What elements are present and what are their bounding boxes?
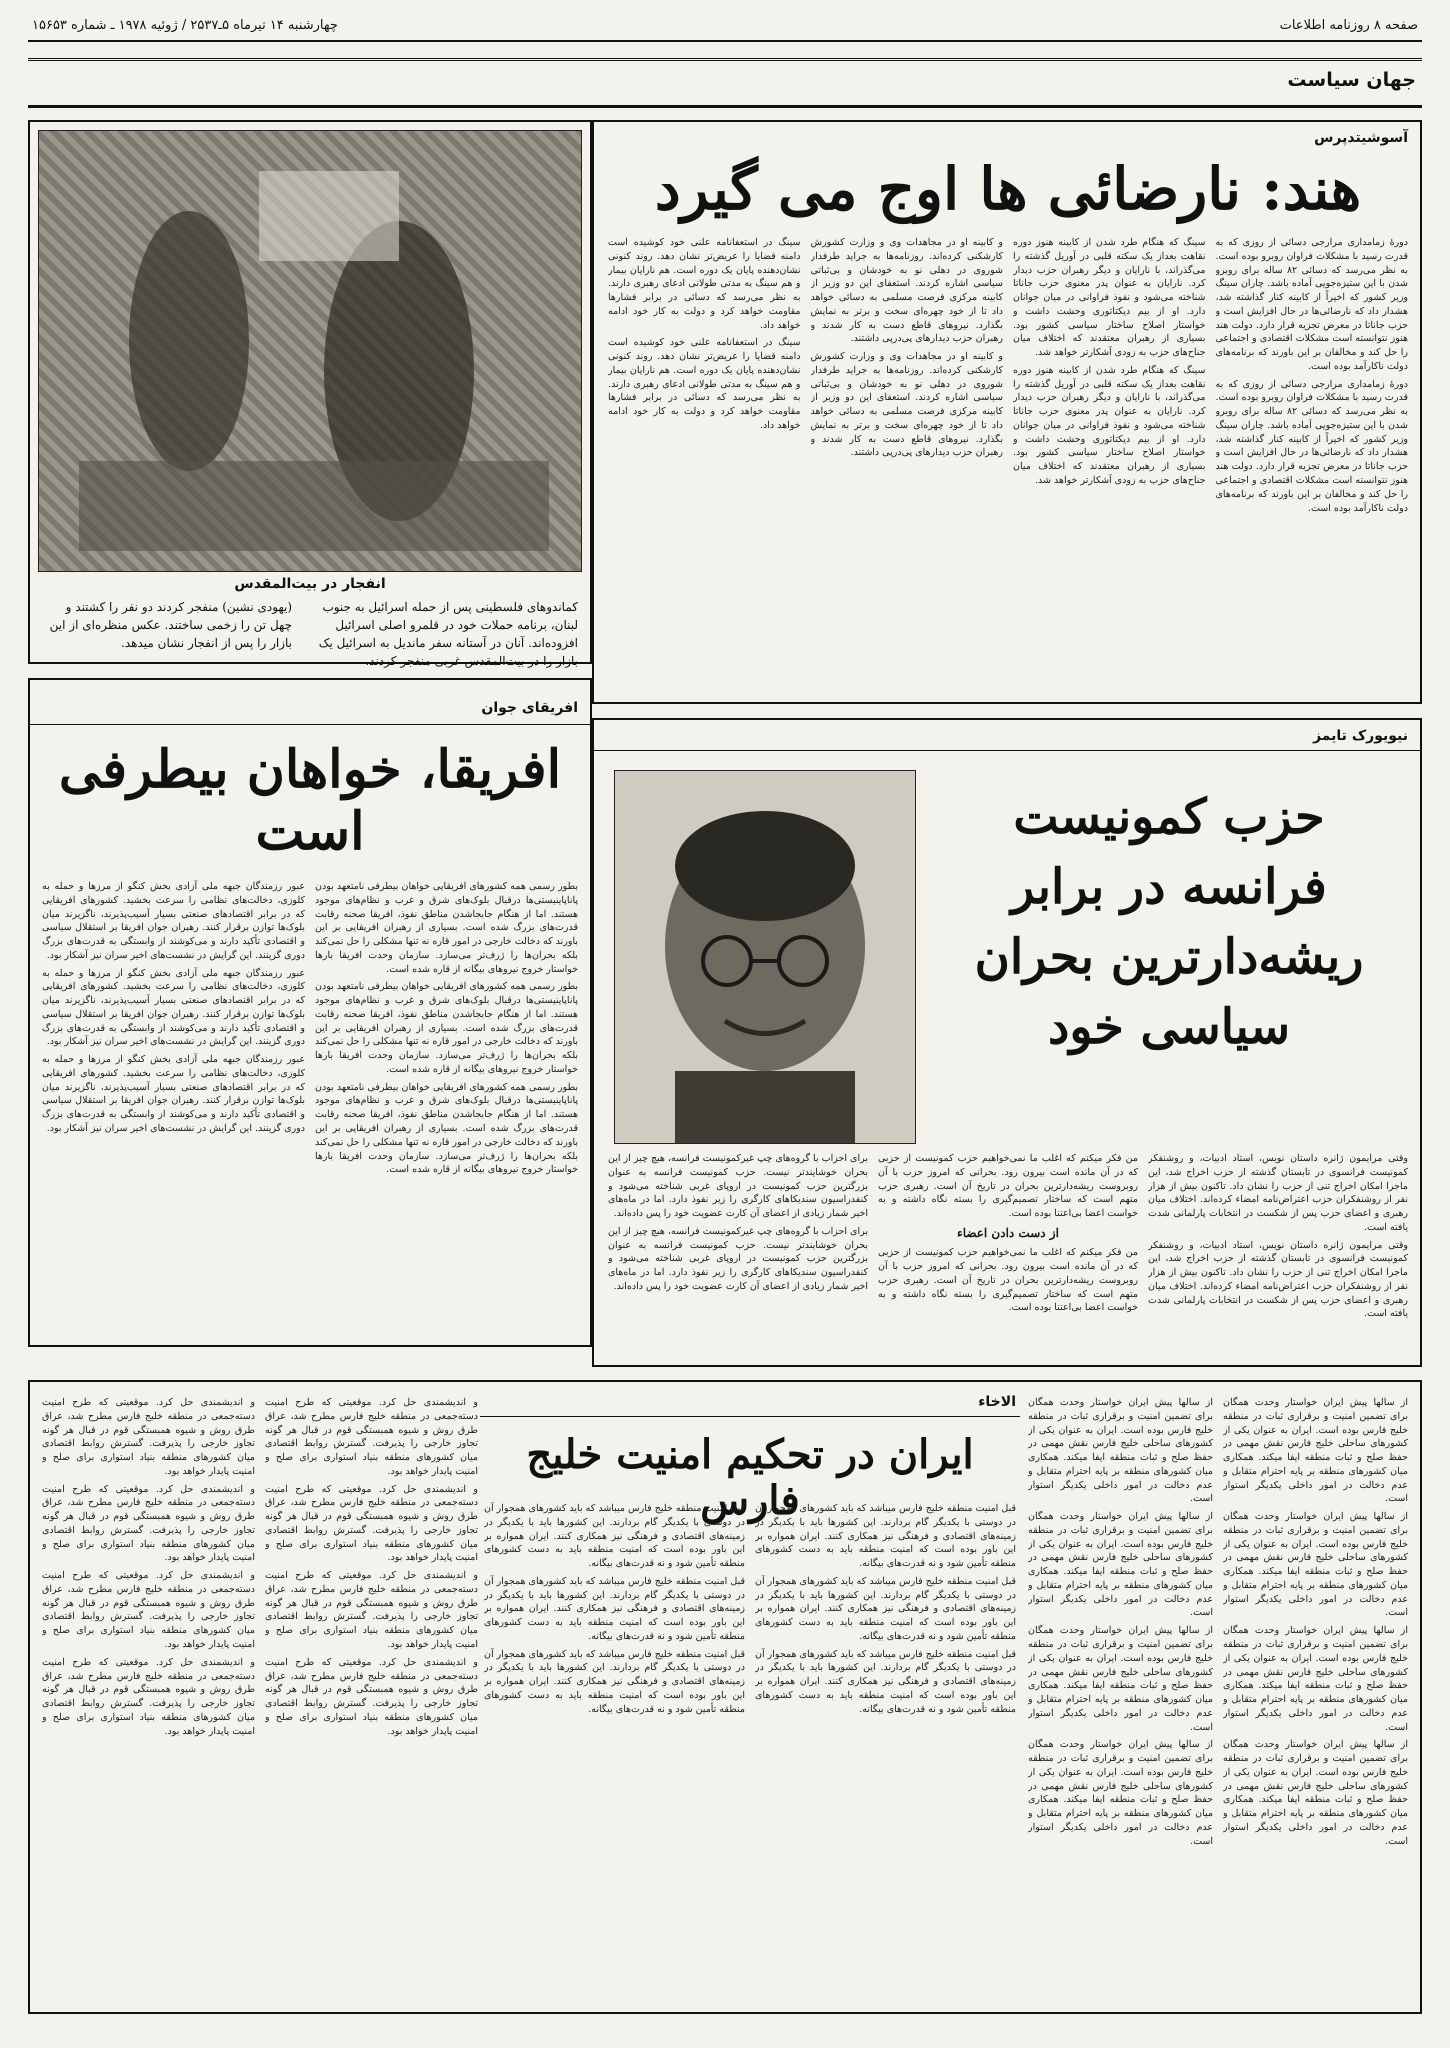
france-col-2: من فکر میکنم که اغلب ما نمی‌خواهیم حزب کمونیست از حزبی که در آن مانده است بیرون رود. بحرانی که امروز حزب با آن روبروست ریشه‌دارترین بحران در تاریخ آن است. رهبری حزب متهم است که ساختار تصمیم‌گیری را بسته نگاه داشته و به خواست اعضا بی‌اعتنا بوده است. از دست دادن اعضاء من فکر میکنم که اغلب ما نمی‌خواهیم حزب کمونیست از حزبی که در آن مانده است بیرون رود. بحرانی که امروز حزب با آن روبروست ریشه‌دارترین بحران در تاریخ آن است. رهبری حزب متهم است که ساختار تصمیم‌گیری را بسته نگاه داشته و به خواست اعضا بی‌اعتنا بوده است. xyxy=(878,1153,1138,1314)
iran-col-3: و اندیشمندی حل کرد. موقعیتی که طرح امنیت دسته‌جمعی در منطقه خلیج فارس مطرح شد، عراق طرق روش و شیوه همبستگی قوم در قبال هر گونه تجاوز خارجی را پذیرفت. گسترش روابط اقتصادی میان کشورهای منطقه بنیاد استواری برای صلح و امنیت پایدار خواهد بود. و اندیشمندی حل کرد. موقعیتی که طرح امنیت دسته‌جمعی در منطقه خلیج فارس مطرح شد، عراق طرق روش و شیوه همبستگی قوم در قبال هر گونه تجاوز خارجی را پذیرفت. گسترش روابط اقتصادی میان کشورهای منطقه بنیاد استواری برای صلح و امنیت پایدار خواهد بود. و اندیشمندی حل کرد. موقعیتی که طرح امنیت دسته‌جمعی در منطقه خلیج فارس مطرح شد، عراق طرق روش و شیوه همبستگی قوم در قبال هر گونه تجاوز خارجی را پذیرفت. گسترش روابط اقتصادی میان کشورهای منطقه بنیاد استواری برای صلح و امنیت پایدار خواهد بود. و اندیشمندی حل کرد. موقعیتی که طرح امنیت دسته‌جمعی در منطقه خلیج فارس مطرح شد، عراق طرق روش و شیوه همبستگی قوم در قبال هر گونه تجاوز خارجی را پذیرفت. گسترش روابط اقتصادی میان کشورهای منطقه بنیاد استواری برای صلح و امنیت پایدار خواهد بود. xyxy=(265,1397,478,1737)
africa-col-1: بطور رسمی همه کشورهای افریقایی خواهان بیطرفی نامتعهد بودن پاناپاینیستی‌ها درقبال بلوک‌های شرق و غرب و نظام‌های موجود هستند. اما از هنگام جابجاشدن مناطق نفوذ، افریقا صحنه رقابت قدرت‌های بزرگ شده است. بسیاری از رهبران افریقایی بر این باورند که دخالت خارجی در امور قاره نه تنها مشکلی را حل نمی‌کند بلکه بحران‌ها را ژرف‌تر می‌سازد. سازمان وحدت افریقا بارها خواستار خروج نیروهای بیگانه از قاره شده است. بطور رسمی همه کشورهای افریقایی خواهان بیطرفی نامتعهد بودن پاناپاینیستی‌ها درقبال بلوک‌های شرق و غرب و نظام‌های موجود هستند. اما از هنگام جابجاشدن مناطق نفوذ، افریقا صحنه رقابت قدرت‌های بزرگ شده است. بسیاری از رهبران افریقایی بر این باورند که دخالت خارجی در امور قاره نه تنها مشکلی را حل نمی‌کند بلکه بحران‌ها را ژرف‌تر می‌سازد. سازمان وحدت افریقا بارها خواستار خروج نیروهای بیگانه از قاره شده است. بطور رسمی همه کشورهای افریقایی خواهان بیطرفی نامتعهد بودن پاناپاینیستی‌ها درقبال بلوک‌های شرق و غرب و نظام‌های موجود هستند. اما از هنگام جابجاشدن مناطق نفوذ، افریقا صحنه رقابت قدرت‌های بزرگ شده است. بسیاری از رهبران افریقایی بر این باورند که دخالت خارجی در امور قاره نه تنها مشکلی را حل نمی‌کند بلکه بحران‌ها را ژرف‌تر می‌سازد. سازمان وحدت افریقا بارها خواستار خروج نیروهای بیگانه از قاره شده است. xyxy=(315,881,578,1176)
section-bar xyxy=(28,58,1422,108)
iran-byline-rule xyxy=(480,1416,1020,1417)
france-col-1: وقتی مرایمون ژانره داستان نویس، استاد ادبیات، و روشنفکر کمونیست فرانسوی در تابستان گذشته از حزب اخراج شد، این ماجرا امکان اخراج تنی از حزب را نشان داد. تاکنون بیش از هزار نفر از روشنفکران حزب اعتراض‌نامه امضاء کرده‌اند. اختلاف میان رهبری و اعضای حزب پس از شکست در انتخابات پارلمانی شدت یافته است. وقتی مرایمون ژانره داستان نویس، استاد ادبیات، و روشنفکر کمونیست فرانسوی در تابستان گذشته از حزب اخراج شد، این ماجرا امکان اخراج تنی از حزب را نشان داد. تاکنون بیش از هزار نفر از روشنفکران حزب اعتراض‌نامه امضاء کرده‌اند. اختلاف میان رهبری و اعضای حزب پس از شکست در انتخابات پارلمانی شدت یافته است. xyxy=(1148,1153,1408,1320)
france-byline-rule xyxy=(594,750,1420,751)
byline-france: نیویورک تایمز xyxy=(1313,728,1408,744)
caption-right-jerusalem: کماندوهای فلسطینی پس از حمله اسرائیل به جنوب لبنان، برنامه حملات خود در قلمرو اصلی اسرائیل افزوده‌اند. آنان در آستانه سفر ماندیل به اسرائیل یک بازار را در بیت‌المقدس غربی منفجر کردند. xyxy=(318,600,578,668)
africa-col-2: عبور رزمندگان جبهه ملی آزادی بخش کنگو از مرزها و حمله به کلوزی، دخالت‌های نظامی را سرعت بخشید. کشورهای افریقایی که در برابر اقتصادهای صنعتی بسیار آسیب‌پذیرند، ناگزیرند میان بلوک‌ها توازن برقرار کنند. رهبران جوان افریقا بر استقلال سیاسی و اقتصادی تأکید دارند و می‌کوشند از وابستگی به قدرت‌های بزرگ دوری گزینند. این گرایش در نشست‌های اخیر سران نیز آشکار بود. عبور رزمندگان جبهه ملی آزادی بخش کنگو از مرزها و حمله به کلوزی، دخالت‌های نظامی را سرعت بخشید. کشورهای افریقایی که در برابر اقتصادهای صنعتی بسیار آسیب‌پذیرند، ناگزیرند میان بلوک‌ها توازن برقرار کنند. رهبران جوان افریقا بر استقلال سیاسی و اقتصادی تأکید دارند و می‌کوشند از وابستگی به قدرت‌های بزرگ دوری گزینند. این گرایش در نشست‌های اخیر سران نیز آشکار بود. عبور رزمندگان جبهه ملی آزادی بخش کنگو از مرزها و حمله به کلوزی، دخالت‌های نظامی را سرعت بخشید. کشورهای افریقایی که در برابر اقتصادهای صنعتی بسیار آسیب‌پذیرند، ناگزیرند میان بلوک‌ها توازن برقرار کنند. رهبران جوان افریقا بر استقلال سیاسی و اقتصادی تأکید دارند و می‌کوشند از وابستگی به قدرت‌های بزرگ دوری گزینند. این گرایش در نشست‌های اخیر سران نیز آشکار بود. xyxy=(42,881,305,1135)
headline-france-1: حزب کمونیست xyxy=(1013,789,1325,845)
headline-france-2: فرانسه در برابر xyxy=(1011,859,1327,915)
headline-africa-2: است xyxy=(255,801,365,862)
photo-box-jerusalem xyxy=(28,120,592,668)
columns-india xyxy=(608,236,1408,692)
columns-iran-middle xyxy=(484,1502,1016,2002)
india-col-2: سینگ که هنگام طرد شدن از کابینه هنوز دوره نقاهت بعداز یک سکته قلبی در آوریل گذشته را می‌گذراند، با نارایان و دیگر رهبران حزب دیدار کرد. نارایان به عنوان پدر معنوی حزب جاناتا شناخته می‌شود و نفوذ فراوانی در میان جوانان دارد. او از بیم دیکتاتوری وحشت داشت و خواستار اصلاح ساختار سیاسی کشور بود. بسیاری از رهبران معتقدند که اختلاف میان جناح‌های حزب به زودی آشکارتر خواهد شد. سینگ که هنگام طرد شدن از کابینه هنوز دوره نقاهت بعداز یک سکته قلبی در آوریل گذشته را می‌گذراند، با نارایان و دیگر رهبران حزب دیدار کرد. نارایان به عنوان پدر معنوی حزب جاناتا شناخته می‌شود و نفوذ فراوانی در میان جوانان دارد. او از بیم دیکتاتوری وحشت داشت و خواستار اصلاح ساختار سیاسی کشور بود. بسیاری از رهبران معتقدند که اختلاف میان جناح‌های حزب به زودی آشکارتر خواهد شد. xyxy=(1013,237,1206,487)
section-title: جهان سیاست xyxy=(1287,69,1416,91)
iran-col-3b: و اندیشمندی حل کرد. موقعیتی که طرح امنیت دسته‌جمعی در منطقه خلیج فارس مطرح شد، عراق طرق روش و شیوه همبستگی قوم در قبال هر گونه تجاوز خارجی را پذیرفت. گسترش روابط اقتصادی میان کشورهای منطقه بنیاد استواری برای صلح و امنیت پایدار خواهد بود. و اندیشمندی حل کرد. موقعیتی که طرح امنیت دسته‌جمعی در منطقه خلیج فارس مطرح شد، عراق طرق روش و شیوه همبستگی قوم در قبال هر گونه تجاوز خارجی را پذیرفت. گسترش روابط اقتصادی میان کشورهای منطقه بنیاد استواری برای صلح و امنیت پایدار خواهد بود. و اندیشمندی حل کرد. موقعیتی که طرح امنیت دسته‌جمعی در منطقه خلیج فارس مطرح شد، عراق طرق روش و شیوه همبستگی قوم در قبال هر گونه تجاوز خارجی را پذیرفت. گسترش روابط اقتصادی میان کشورهای منطقه بنیاد استواری برای صلح و امنیت پایدار خواهد بود. و اندیشمندی حل کرد. موقعیتی که طرح امنیت دسته‌جمعی در منطقه خلیج فارس مطرح شد، عراق طرق روش و شیوه همبستگی قوم در قبال هر گونه تجاوز خارجی را پذیرفت. گسترش روابط اقتصادی میان کشورهای منطقه بنیاد استواری برای صلح و امنیت پایدار خواهد بود. xyxy=(42,1397,255,1737)
iran-col-2b: قبل امنیت منطقه خلیج فارس میباشد که باید کشورهای همجوار آن در دوستی با یکدیگر گام بردارند. این کشورها باید با یکدیگر در زمینه‌های اقتصادی و فرهنگی نیز همکاری کنند. ایران همواره بر این باور بوده است که امنیت منطقه باید به دست کشورهای منطقه تأمین شود و نه قدرت‌های بیگانه. قبل امنیت منطقه خلیج فارس میباشد که باید کشورهای همجوار آن در دوستی با یکدیگر گام بردارند. این کشورها باید با یکدیگر در زمینه‌های اقتصادی و فرهنگی نیز همکاری کنند. ایران همواره بر این باور بوده است که امنیت منطقه باید به دست کشورهای منطقه تأمین شود و نه قدرت‌های بیگانه. قبل امنیت منطقه خلیج فارس میباشد که باید کشورهای همجوار آن در دوستی با یکدیگر گام بردارند. این کشورها باید با یکدیگر در زمینه‌های اقتصادی و فرهنگی نیز همکاری کنند. ایران همواره بر این باور بوده است که امنیت منطقه باید به دست کشورهای منطقه تأمین شود و نه قدرت‌های بیگانه. xyxy=(484,1503,745,1715)
columns-africa xyxy=(42,880,578,1335)
story-india xyxy=(592,120,1422,704)
byline-india: آسوشیتدپرس xyxy=(1314,130,1408,146)
india-col-1: دورۀ زمامداری مرارجی دسائی از روزی که به قدرت رسید با مشکلات فراوان روبرو بوده است. به نظر می‌رسد که دسائی ۸۲ ساله برای روبرو شدن با این ستیزه‌جویی آماده باشد. چاران سینگ وزیر کشور که اخیراً از کابینه کنار گذاشته شد، هشدار داد که نارضائی‌ها در حال افزایش است و حزب جاناتا در معرض تجزیه قرار دارد. دولت هند هنوز نتوانسته است مشکلات اقتصادی و اجتماعی را حل کند و مخالفان بر این باورند که برنامه‌های دولت ناکارآمد بوده است. دورۀ زمامداری مرارجی دسائی از روزی که به قدرت رسید با مشکلات فراوان روبرو بوده است. به نظر می‌رسد که دسائی ۸۲ ساله برای روبرو شدن با این ستیزه‌جویی آماده باشد. چاران سینگ وزیر کشور که اخیراً از کابینه کنار گذاشته شد، هشدار داد که نارضائی‌ها در حال افزایش است و حزب جاناتا در معرض تجزیه قرار دارد. دولت هند هنوز نتوانسته است مشکلات اقتصادی و اجتماعی را حل کند و مخالفان بر این باورند که برنامه‌های دولت ناکارآمد بوده است. xyxy=(1215,237,1408,514)
portrait-figure xyxy=(615,771,915,1143)
caption-left-jerusalem: (یهودی نشین) منفجر کردند دو نفر را کشتند و چهل تن را زخمی ساختند. عکس منظره‌ای از این بازار را پس از انفجار نشان میدهد. xyxy=(49,600,292,650)
columns-iran-left xyxy=(42,1396,478,2002)
story-france xyxy=(592,718,1422,1367)
iran-col-1: از سالها پیش ایران خواستار وحدت همگان برای تضمین امنیت و برقراری ثبات در منطقه خلیج فارس بوده است. ایران به عنوان یکی از کشورهای ساحلی خلیج فارس نقش مهمی در حفظ صلح و ثبات منطقه ایفا میکند. همکاری میان کشورهای منطقه بر پایه احترام متقابل و عدم دخالت در امور داخلی یکدیگر استوار است. از سالها پیش ایران خواستار وحدت همگان برای تضمین امنیت و برقراری ثبات در منطقه خلیج فارس بوده است. ایران به عنوان یکی از کشورهای ساحلی خلیج فارس نقش مهمی در حفظ صلح و ثبات منطقه ایفا میکند. همکاری میان کشورهای منطقه بر پایه احترام متقابل و عدم دخالت در امور داخلی یکدیگر استوار است. از سالها پیش ایران خواستار وحدت همگان برای تضمین امنیت و برقراری ثبات در منطقه خلیج فارس بوده است. ایران به عنوان یکی از کشورهای ساحلی خلیج فارس نقش مهمی در حفظ صلح و ثبات منطقه ایفا میکند. همکاری میان کشورهای منطقه بر پایه احترام متقابل و عدم دخالت در امور داخلی یکدیگر استوار است. از سالها پیش ایران خواستار وحدت همگان برای تضمین امنیت و برقراری ثبات در منطقه خلیج فارس بوده است. ایران به عنوان یکی از کشورهای ساحلی خلیج فارس نقش مهمی در حفظ صلح و ثبات منطقه ایفا میکند. همکاری میان کشورهای منطقه بر پایه احترام متقابل و عدم دخالت در امور داخلی یکدیگر استوار است. xyxy=(1223,1397,1408,1847)
columns-iran-right xyxy=(1028,1396,1408,2002)
columns-france xyxy=(608,1152,1408,1356)
france-col-3: برای احزاب با گروه‌های چپ غیرکمونیست فرانسه، هیچ چیز از این بحران خوشایندتر نیست. حزب کمونیست فرانسه به عنوان بزرگترین حزب کمونیست در اروپای غربی شناخته می‌شود و کنفدراسیون سندیکاهای کارگری را زیر نفوذ دارد. اما در ماه‌های اخیر شمار زیادی از اعضای آن کارت عضویت خود را پس داده‌اند. برای احزاب با گروه‌های چپ غیرکمونیست فرانسه، هیچ چیز از این بحران خوشایندتر نیست. حزب کمونیست فرانسه به عنوان بزرگترین حزب کمونیست در اروپای غربی شناخته می‌شود و کنفدراسیون سندیکاهای کارگری را زیر نفوذ دارد. اما در ماه‌های اخیر شمار زیادی از اعضای آن کارت عضویت خود را پس داده‌اند. xyxy=(608,1153,868,1292)
headline-france-4: سیاسی خود xyxy=(1047,999,1291,1055)
explosion-photo-figures xyxy=(39,131,581,571)
top-rule xyxy=(28,40,1422,42)
date-issue: چهارشنبه ۱۴ تیرماه ۵ـ۲۵۳۷ / ژوئیه ۱۹۷۸ ـ شماره ۱۵۶۵۳ xyxy=(32,18,338,33)
byline-iran: الاخاء xyxy=(978,1394,1016,1410)
iran-col-1b: از سالها پیش ایران خواستار وحدت همگان برای تضمین امنیت و برقراری ثبات در منطقه خلیج فارس بوده است. ایران به عنوان یکی از کشورهای ساحلی خلیج فارس نقش مهمی در حفظ صلح و ثبات منطقه ایفا میکند. همکاری میان کشورهای منطقه بر پایه احترام متقابل و عدم دخالت در امور داخلی یکدیگر استوار است. از سالها پیش ایران خواستار وحدت همگان برای تضمین امنیت و برقراری ثبات در منطقه خلیج فارس بوده است. ایران به عنوان یکی از کشورهای ساحلی خلیج فارس نقش مهمی در حفظ صلح و ثبات منطقه ایفا میکند. همکاری میان کشورهای منطقه بر پایه احترام متقابل و عدم دخالت در امور داخلی یکدیگر استوار است. از سالها پیش ایران خواستار وحدت همگان برای تضمین امنیت و برقراری ثبات در منطقه خلیج فارس بوده است. ایران به عنوان یکی از کشورهای ساحلی خلیج فارس نقش مهمی در حفظ صلح و ثبات منطقه ایفا میکند. همکاری میان کشورهای منطقه بر پایه احترام متقابل و عدم دخالت در امور داخلی یکدیگر استوار است. از سالها پیش ایران خواستار وحدت همگان برای تضمین امنیت و برقراری ثبات در منطقه خلیج فارس بوده است. ایران به عنوان یکی از کشورهای ساحلی خلیج فارس نقش مهمی در حفظ صلح و ثبات منطقه ایفا میکند. همکاری میان کشورهای منطقه بر پایه احترام متقابل و عدم دخالت در امور داخلی یکدیگر استوار است. xyxy=(1028,1397,1213,1847)
headline-india: هند: نارضائی ها اوج می گیرد xyxy=(654,155,1362,223)
india-col-4: سینگ در استعفانامه علنی خود کوشیده است دامنه قضایا را عریض‌تر نشان دهد. روند کنونی نشان‌دهنده پایان یک دوره است. هم نارایان بیمار و هم سینگ به مدتی طولانی ادعای رهبری دارند. به نظر می‌رسد که دسائی در برابر فشارها مقاومت خواهد کرد و دولت به کار خود ادامه خواهد داد. سینگ در استعفانامه علنی خود کوشیده است دامنه قضایا را عریض‌تر نشان دهد. روند کنونی نشان‌دهنده پایان یک دوره است. هم نارایان بیمار و هم سینگ به مدتی طولانی ادعای رهبری دارند. به نظر می‌رسد که دسائی در برابر فشارها مقاومت خواهد کرد و دولت به کار خود ادامه خواهد داد. xyxy=(608,237,801,431)
india-col-3: و کابینه او در مجاهدات وی و وزارت کشورش کارشکنی کرده‌اند. روزنامه‌ها به جراید طرفدار شوروی در دهلی نو به خودشان و بی‌ثباتی سیاسی اشاره کردند. استعفای این دو وزیر از کابینه مرکزی فرصت مسلمی به دسائی خواهد داد تا از خود چهره‌ای سخت و برتر به نمایش بگذارد. نیروهای قاطع دست به کار شدند و رهبران حزب دیدارهای پی‌درپی داشتند. و کابینه او در مجاهدات وی و وزارت کشورش کارشکنی کرده‌اند. روزنامه‌ها به جراید طرفدار شوروی در دهلی نو به خودشان و بی‌ثباتی سیاسی اشاره کردند. استعفای این دو وزیر از کابینه مرکزی فرصت مسلمی به دسائی خواهد داد تا از خود چهره‌ای سخت و برتر به نمایش بگذارد. نیروهای قاطع دست به کار شدند و رهبران حزب دیدارهای پی‌درپی داشتند. xyxy=(810,237,1003,459)
iran-col-2: قبل امنیت منطقه خلیج فارس میباشد که باید کشورهای همجوار آن در دوستی با یکدیگر گام بردارند. این کشورها باید با یکدیگر در زمینه‌های اقتصادی و فرهنگی نیز همکاری کنند. ایران همواره بر این باور بوده است که امنیت منطقه باید به دست کشورهای منطقه تأمین شود و نه قدرت‌های بیگانه. قبل امنیت منطقه خلیج فارس میباشد که باید کشورهای همجوار آن در دوستی با یکدیگر گام بردارند. این کشورها باید با یکدیگر در زمینه‌های اقتصادی و فرهنگی نیز همکاری کنند. ایران همواره بر این باور بوده است که امنیت منطقه باید به دست کشورهای منطقه تأمین شود و نه قدرت‌های بیگانه. قبل امنیت منطقه خلیج فارس میباشد که باید کشورهای همجوار آن در دوستی با یکدیگر گام بردارند. این کشورها باید با یکدیگر در زمینه‌های اقتصادی و فرهنگی نیز همکاری کنند. ایران همواره بر این باور بوده است که امنیت منطقه باید به دست کشورهای منطقه تأمین شود و نه قدرت‌های بیگانه. xyxy=(755,1503,1016,1715)
story-iran xyxy=(28,1380,1422,2014)
page-number-paper: صفحه ۸ روزنامه اطلاعات xyxy=(1279,18,1418,33)
explosion-photo xyxy=(38,130,582,572)
headline-france-3: ریشه‌دارترین بحران xyxy=(974,929,1364,985)
caption-title-jerusalem: انفجار در بیت‌المقدس xyxy=(234,576,386,592)
portrait-photo xyxy=(614,770,916,1144)
byline-africa: افریقای جوان xyxy=(481,700,578,716)
headline-iran: ایران در تحکیم امنیت خلیج فارس xyxy=(526,1431,974,1524)
story-africa xyxy=(28,678,592,1347)
africa-byline-rule xyxy=(30,724,590,725)
headline-africa-1: افریقا، خواهان بیطرفی xyxy=(58,739,562,800)
subhead-france: از دست دادن اعضاء xyxy=(957,1225,1059,1240)
